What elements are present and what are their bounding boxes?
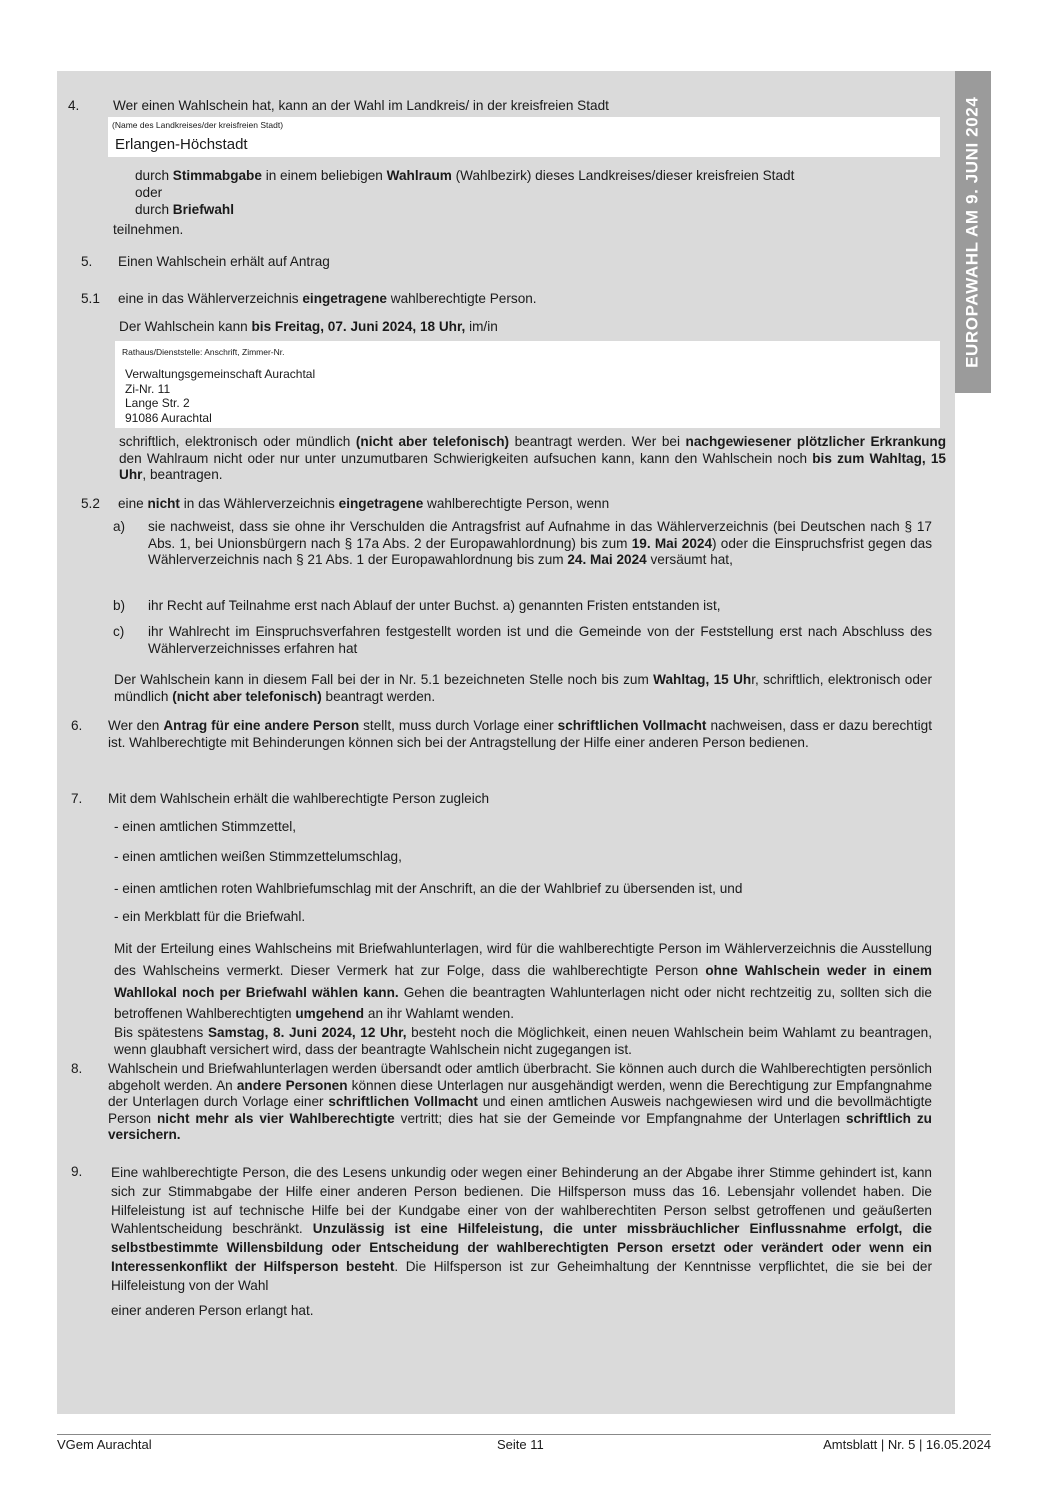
section-8-text: Wahlschein und Briefwahlunterlagen werden übersandt oder amtlich überbracht. Sie können auch durch die Wahlberechtigten persönlich abgeholt werden. An andere Personen können diese Unterlagen nur ausgehändigt werden, wenn die Berechtigung zur Empfangnahme der Unterlagen durch Vorlage einer schriftlichen Vollmacht und einen amtlichen Ausweis nachgewiesen wird und die bevollmächtigte Person nicht mehr als vier Wahlberechtigte vertritt; dies hat sie der Gemeinde vor Empfangnahme der Unterlagen schriftlich zu versichern. [108,1061,932,1142]
section-9-end: einer anderen Person erlangt hat. [111,1303,314,1318]
section-7-item-1: - einen amtlichen Stimmzettel, [114,819,297,834]
section-4-line2: durch Briefwahl [135,202,234,217]
district-field-label: (Name des Landkreises/der kreisfreien Stadt) [112,120,284,130]
section-7-paragraph-2: Bis spätestens Samstag, 8. Juni 2024, 12 Uhr, besteht noch die Möglichkeit, einen neuen Wahlschein beim Wahlamt zu beantragen, wenn glaubhaft versichert wird, dass der beantragte Wahlschein nicht zugegangen ist. [114,1025,932,1057]
office-address-label: Rathaus/Dienststelle: Anschrift, Zimmer-Nr. [122,347,285,357]
section-5-2-text: eine nicht in das Wählerverzeichnis eingetragene wahlberechtigte Person, wenn [118,496,610,511]
section-6-number: 6. [71,718,83,733]
section-5-1-conditions: schriftlich, elektronisch oder mündlich (nicht aber telefonisch) beantragt werden. Wer bei nachgewiesener plötzlicher Erkrankung den Wahlraum nicht oder nur unter unzumutbaren Schwierigkeiten aufsuchen kann, kann den Wahlschein noch bis zum Wahltag, 15 Uhr, beantragen. [119,434,946,482]
page-footer [57,1434,991,1452]
section-5-1-number: 5.1 [81,291,100,306]
section-7-item-3: - einen amtlichen roten Wahlbriefumschlag mit der Anschrift, an die der Wahlbrief zu übersenden ist, und [114,881,743,896]
section-7-item-4: - ein Merkblatt für die Briefwahl. [114,909,306,924]
side-tab-label: EUROPAWAHL AM 9. JUNI 2024 [962,96,982,368]
item-c-label: c) [113,624,125,639]
section-5-2-paragraph: Der Wahlschein kann in diesem Fall bei der in Nr. 5.1 bezeichneten Stelle noch bis zum Wahltag, 15 Uhr, schriftlich, elektronisch oder mündlich (nicht aber telefonisch) beantragt werden. [114,672,932,704]
item-a-label: a) [113,519,126,534]
section-8-number: 8. [71,1061,83,1076]
footer-issue: Amtsblatt | Nr. 5 | 16.05.2024 [823,1437,991,1452]
section-4-number: 4. [68,98,80,113]
section-5-text: Einen Wahlschein erhält auf Antrag [118,254,330,269]
footer-page-number: Seite 11 [497,1437,544,1452]
section-5-2-number: 5.2 [81,496,100,511]
office-address-box [115,341,940,428]
section-4-intro: Wer einen Wahlschein hat, kann an der Wahl im Landkreis/ in der kreisfreien Stadt [113,98,609,113]
footer-publisher: VGem Aurachtal [57,1437,152,1452]
section-6-text: Wer den Antrag für eine andere Person stellt, muss durch Vorlage einer schriftlichen Vollmacht nachweisen, dass er dazu berechtigt ist. Wahlberechtigte mit Behinderungen können sich bei der Antragstellung der Hilfe einer anderen Person bedienen. [108,718,932,750]
side-tab [955,71,991,393]
section-7-number: 7. [71,791,83,806]
section-9-number: 9. [71,1164,83,1179]
item-c-text: ihr Wahlrecht im Einspruchsverfahren festgestellt worden ist und die Gemeinde von der Feststellung erst nach Abschluss des Wählerverzeichnisses erfahren hat [148,624,932,656]
item-b-label: b) [113,598,126,613]
section-7-intro: Mit dem Wahlschein erhält die wahlberechtigte Person zugleich [108,791,490,806]
district-field-value: Erlangen-Höchstadt [115,136,248,153]
office-address-lines: Verwaltungsgemeinschaft Aurachtal Zi-Nr. 11 Lange Str. 2 91086 Aurachtal [125,367,316,425]
section-7-item-2: - einen amtlichen weißen Stimmzettelumschlag, [114,849,402,864]
district-field [108,117,940,157]
item-b-text: ihr Recht auf Teilnahme erst nach Ablauf der unter Buchst. a) genannten Fristen entstanden ist, [148,598,721,613]
section-4-oder: oder [135,185,163,200]
item-a-text: sie nachweist, dass sie ohne ihr Verschulden die Antragsfrist auf Aufnahme in das Wählerverzeichnis (bei Deutschen nach § 17 Abs. 1, bei Unionsbürgern nach § 17a Abs. 2 der Europawahlordnung) bis zum 19. Mai 2024) oder die Einspruchsfrist gegen das Wählerverzeichnis nach § 21 Abs. 1 der Europawahlordnung bis zum 24. Mai 2024 versäumt hat, [148,519,932,567]
section-5-1-text: eine in das Wählerverzeichnis eingetragene wahlberechtigte Person. [118,291,537,306]
section-5-number: 5. [81,254,93,269]
section-7-paragraph-1: Mit der Erteilung eines Wahlscheins mit Briefwahlunterlagen, wird für die wahlberechtigte Person im Wählerverzeichnis die Ausstellung des Wahlscheins vermerkt. Dieser Vermerk hat zur Folge, dass die wahlberechtigte Person ohne Wahlschein weder in einem Wahllokal noch per Briefwahl wählen kann. Gehen die beantragten Wahlunterlagen nicht oder nicht rechtzeitig zu, sollten sich die betroffenen Wahlberechtigten umgehend an ihr Wahlamt wenden. [114,941,932,1022]
section-4-end: teilnehmen. [113,222,184,237]
section-4-line1: durch Stimmabgabe in einem beliebigen Wahlraum (Wahlbezirk) dieses Landkreises/dieser kreisfreien Stadt [135,168,795,183]
section-5-1-deadline: Der Wahlschein kann bis Freitag, 07. Juni 2024, 18 Uhr, im/in [119,319,498,334]
section-9-text: Eine wahlberechtigte Person, die des Lesens unkundig oder wegen einer Behinderung an der Abgabe ihrer Stimme gehindert ist, kann sich zur Stimmabgabe der Hilfe einer anderen Person bedienen. Die Hilfsperson muss das 16. Lebensjahr vollendet haben. Die Hilfeleistung ist auf technische Hilfe bei der Kundgabe einer von der wahlberechtiten Person selbst getroffenen und geäußerten Wahlentscheidung beschränkt. Unzulässig ist eine Hilfeleistung, die unter missbräuchlicher Einflussnahme erfolgt, die selbstbestimmte Willensbildung oder Entscheidung der wahlberechtigten Person ersetzt oder verändert oder wenn ein Interessenkonflikt der Hilfsperson besteht. Die Hilfsperson ist zur Geheimhaltung der Kenntnisse verpflichtet, die sie bei der Hilfeleistung von der Wahl [111,1165,932,1293]
